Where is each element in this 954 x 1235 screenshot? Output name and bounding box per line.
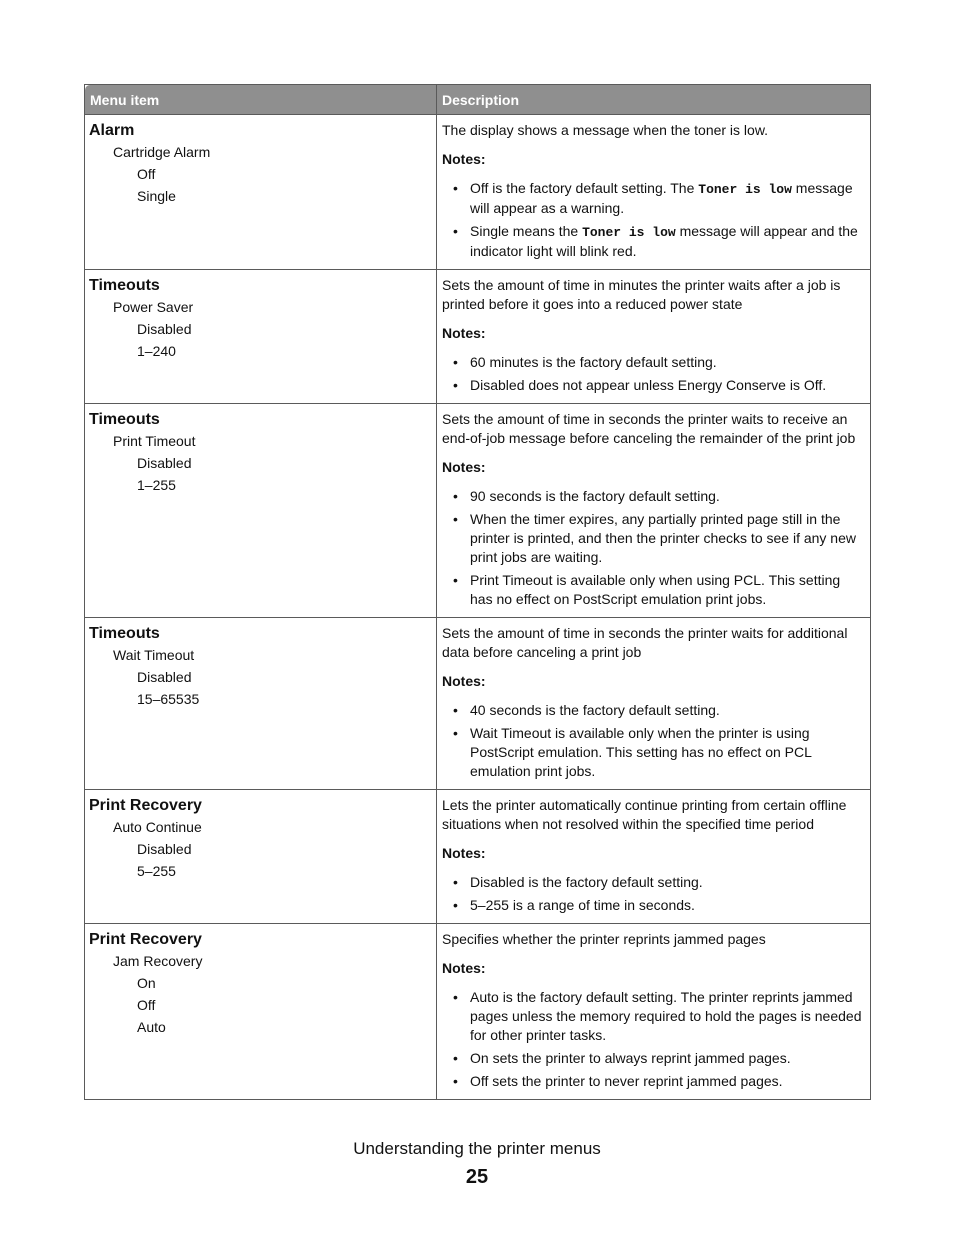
menu-item-option: Disabled	[137, 321, 192, 337]
description-cell	[437, 924, 871, 1100]
menu-item-setting: Wait Timeout	[113, 647, 195, 663]
header-description: Description	[437, 85, 871, 115]
description-cell	[437, 115, 871, 270]
note-text: Wait Timeout is available only when the printer is using PostScript emulation. This setting has no effect on PCL emulation print jobs.	[470, 725, 812, 779]
notes-label: Notes:	[442, 325, 486, 341]
note-text: Single means the	[470, 223, 583, 239]
bullet-icon: •	[453, 1073, 458, 1089]
table-header-row	[85, 85, 871, 115]
note-item	[442, 724, 866, 781]
notes-list	[442, 988, 866, 1091]
menu-item-option: Off	[137, 997, 156, 1013]
table-row	[85, 404, 871, 618]
bullet-icon: •	[453, 702, 458, 718]
menu-item-option: On	[137, 975, 156, 991]
footer-title-text: Understanding the printer menus	[353, 1139, 601, 1158]
bullet-icon: •	[453, 572, 458, 588]
note-text: 60 minutes is the factory default setting.	[470, 354, 717, 370]
note-text: Auto is the factory default setting. The printer reprints jammed pages unless the memory required to hold the pages is needed for other printer tasks.	[470, 989, 862, 1043]
note-item	[442, 873, 866, 892]
bullet-icon: •	[453, 874, 458, 890]
notes-list	[442, 353, 866, 395]
bullet-icon: •	[453, 180, 458, 196]
table-row	[85, 924, 871, 1100]
table-row	[85, 270, 871, 404]
description-cell	[437, 790, 871, 924]
menu-item-title: Timeouts	[89, 277, 160, 294]
table-row	[85, 618, 871, 790]
notes-label: Notes:	[442, 960, 486, 976]
notes-list	[442, 179, 866, 261]
menu-item-setting: Auto Continue	[113, 819, 202, 835]
note-text: Disabled is the factory default setting.	[470, 874, 703, 890]
menu-item-option: Disabled	[137, 841, 192, 857]
header-menu-item: Menu item	[85, 85, 437, 115]
note-item	[442, 487, 866, 506]
menu-item-cell	[85, 924, 437, 1100]
table-body	[85, 115, 871, 1100]
description-text: Sets the amount of time in seconds the printer waits for additional data before canceling a print job	[442, 625, 848, 660]
menu-table	[84, 84, 871, 1100]
description-text: The display shows a message when the toner is low.	[442, 122, 769, 138]
notes-label: Notes:	[442, 673, 486, 689]
description-cell	[437, 618, 871, 790]
bullet-icon: •	[453, 725, 458, 741]
bullet-icon: •	[453, 1050, 458, 1066]
description-text: Specifies whether the printer reprints jammed pages	[442, 931, 766, 947]
menu-item-option: 15–65535	[137, 691, 200, 707]
menu-item-option: Disabled	[137, 455, 192, 471]
menu-item-title: Alarm	[89, 122, 135, 139]
note-item	[442, 896, 866, 915]
bullet-icon: •	[453, 897, 458, 913]
note-text: message will appear as a warning.	[470, 180, 853, 216]
note-text: Off is the factory default setting. The	[470, 180, 699, 196]
note-text: message will appear and the indicator light will blink red.	[470, 223, 858, 259]
description-cell	[437, 404, 871, 618]
menu-item-cell	[85, 115, 437, 270]
notes-list	[442, 873, 866, 915]
page-number: 25	[465, 1166, 489, 1188]
note-item	[442, 179, 866, 218]
note-item	[442, 1049, 866, 1068]
note-item	[442, 571, 866, 609]
note-text: Print Timeout is available only when using PCL. This setting has no effect on PostScript emulation print jobs.	[470, 572, 841, 607]
menu-item-setting: Print Timeout	[113, 433, 196, 449]
table-row	[85, 790, 871, 924]
menu-item-option: Off	[137, 166, 156, 182]
menu-item-option: 5–255	[137, 863, 176, 879]
menu-item-title: Timeouts	[89, 625, 160, 642]
notes-list	[442, 487, 866, 609]
menu-item-setting: Jam Recovery	[113, 953, 203, 969]
note-text: Disabled does not appear unless Energy Conserve is Off.	[470, 377, 827, 393]
bullet-icon: •	[453, 488, 458, 504]
message-code: Toner is low	[698, 182, 792, 197]
note-text: On sets the printer to always reprint jammed pages.	[470, 1050, 791, 1066]
bullet-icon: •	[453, 354, 458, 370]
notes-label: Notes:	[442, 151, 486, 167]
note-item	[442, 353, 866, 372]
bullet-icon: •	[453, 989, 458, 1005]
note-text: When the timer expires, any partially printed page still in the printer is printed, and then the printer checks to see if any new print jobs are waiting.	[470, 511, 856, 565]
note-item	[442, 988, 866, 1045]
menu-item-cell	[85, 618, 437, 790]
note-text: Off sets the printer to never reprint jammed pages.	[470, 1073, 783, 1089]
note-item	[442, 222, 866, 261]
menu-item-cell	[85, 790, 437, 924]
menu-item-title: Timeouts	[89, 411, 160, 428]
description-cell	[437, 270, 871, 404]
description-text: Lets the printer automatically continue printing from certain offline situations when not resolved within the specified time period	[442, 797, 847, 832]
table-row	[85, 115, 871, 270]
note-text: 90 seconds is the factory default setting.	[470, 488, 720, 504]
notes-label: Notes:	[442, 459, 486, 475]
description-text: Sets the amount of time in minutes the printer waits after a job is printed before it goes into a reduced power state	[442, 277, 841, 312]
menu-item-option: Auto	[137, 1019, 166, 1035]
menu-item-cell	[85, 270, 437, 404]
menu-item-cell	[85, 404, 437, 618]
bullet-icon: •	[453, 377, 458, 393]
menu-item-title: Print Recovery	[89, 931, 202, 948]
message-code: Toner is low	[582, 225, 676, 240]
menu-item-option: Disabled	[137, 669, 192, 685]
note-item	[442, 1072, 866, 1091]
note-item	[442, 376, 866, 395]
menu-item-option: 1–255	[137, 477, 176, 493]
notes-list	[442, 701, 866, 781]
notes-label: Notes:	[442, 845, 486, 861]
note-text: 5–255 is a range of time in seconds.	[470, 897, 695, 913]
bullet-icon: •	[453, 223, 458, 239]
menu-item-title: Print Recovery	[89, 797, 202, 814]
menu-item-option: 1–240	[137, 343, 176, 359]
footer-section-title	[0, 1139, 954, 1159]
menu-item-setting: Cartridge Alarm	[113, 144, 211, 160]
menu-item-option: Single	[137, 188, 176, 204]
note-item	[442, 701, 866, 720]
note-item	[442, 510, 866, 567]
menu-item-setting: Power Saver	[113, 299, 194, 315]
note-text: 40 seconds is the factory default setting.	[470, 702, 720, 718]
description-text: Sets the amount of time in seconds the printer waits to receive an end-of-job message before canceling the remainder of the print job	[442, 411, 856, 446]
bullet-icon: •	[453, 511, 458, 527]
